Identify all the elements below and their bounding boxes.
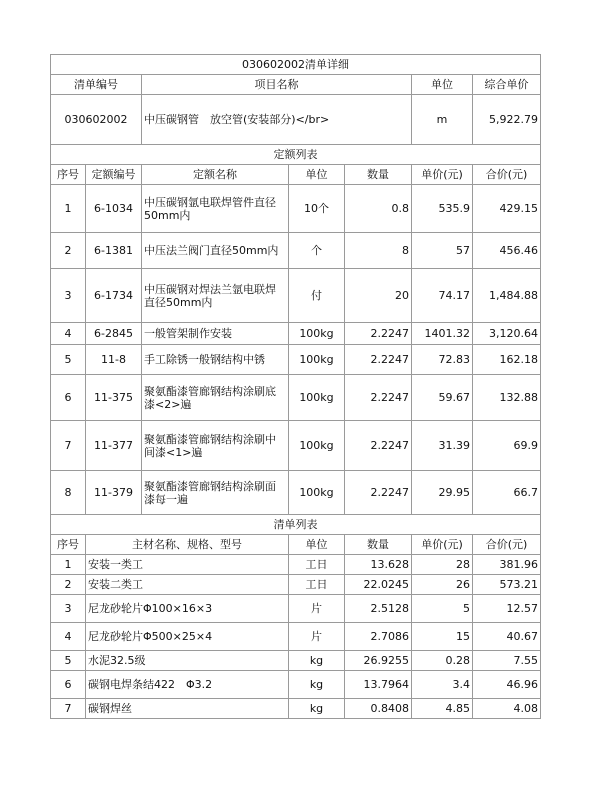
quota-qty: 2.2247 bbox=[345, 471, 412, 515]
table-row bbox=[51, 575, 541, 595]
table-row bbox=[51, 471, 541, 515]
material-unit: 工日 bbox=[289, 555, 345, 575]
material-total-header: 合价(元) bbox=[473, 535, 541, 555]
bill-price-header: 综合单价 bbox=[473, 75, 541, 95]
quota-name: 中压碳钢氩电联焊管件直径50mm内 bbox=[142, 185, 289, 233]
quota-seq: 3 bbox=[51, 269, 86, 323]
quota-price: 74.17 bbox=[412, 269, 473, 323]
quota-total: 1,484.88 bbox=[473, 269, 541, 323]
quota-name: 中压法兰阀门直径50mm内 bbox=[142, 233, 289, 269]
material-section-title: 清单列表 bbox=[51, 515, 541, 535]
bill-unit-header: 单位 bbox=[412, 75, 473, 95]
quota-unit: 10个 bbox=[289, 185, 345, 233]
table-row bbox=[51, 699, 541, 719]
material-price: 3.4 bbox=[412, 671, 473, 699]
quota-qty-header: 数量 bbox=[345, 165, 412, 185]
material-seq: 6 bbox=[51, 671, 86, 699]
material-price: 28 bbox=[412, 555, 473, 575]
quota-total: 162.18 bbox=[473, 345, 541, 375]
quota-code-header: 定额编号 bbox=[86, 165, 142, 185]
bill-price: 5,922.79 bbox=[473, 95, 541, 145]
quota-code: 6-2845 bbox=[86, 323, 142, 345]
table-row bbox=[51, 671, 541, 699]
quota-unit: 个 bbox=[289, 233, 345, 269]
quota-name: 聚氨酯漆管廊钢结构涂刷中间漆<1>遍 bbox=[142, 421, 289, 471]
quota-total: 69.9 bbox=[473, 421, 541, 471]
quota-qty: 20 bbox=[345, 269, 412, 323]
quota-price: 72.83 bbox=[412, 345, 473, 375]
material-unit: 片 bbox=[289, 595, 345, 623]
quota-name: 手工除锈一般钢结构中锈 bbox=[142, 345, 289, 375]
material-total: 12.57 bbox=[473, 595, 541, 623]
quota-qty: 2.2247 bbox=[345, 323, 412, 345]
material-price: 15 bbox=[412, 623, 473, 651]
quota-name: 聚氨酯漆管廊钢结构涂刷底漆<2>遍 bbox=[142, 375, 289, 421]
material-qty: 13.628 bbox=[345, 555, 412, 575]
quota-code: 6-1034 bbox=[86, 185, 142, 233]
material-qty: 2.7086 bbox=[345, 623, 412, 651]
quota-seq: 6 bbox=[51, 375, 86, 421]
quota-unit: 100kg bbox=[289, 375, 345, 421]
quota-unit: 100kg bbox=[289, 421, 345, 471]
bill-detail-table bbox=[50, 54, 541, 719]
material-name: 尼龙砂轮片Φ100×16×3 bbox=[86, 595, 289, 623]
quota-seq: 4 bbox=[51, 323, 86, 345]
material-qty: 0.8408 bbox=[345, 699, 412, 719]
quota-price: 1401.32 bbox=[412, 323, 473, 345]
material-name: 水泥32.5级 bbox=[86, 651, 289, 671]
quota-price: 535.9 bbox=[412, 185, 473, 233]
quota-code: 11-379 bbox=[86, 471, 142, 515]
material-unit: kg bbox=[289, 699, 345, 719]
quota-total: 132.88 bbox=[473, 375, 541, 421]
material-qty: 2.5128 bbox=[345, 595, 412, 623]
table-title: 030602002清单详细 bbox=[51, 55, 541, 75]
quota-qty: 8 bbox=[345, 233, 412, 269]
quota-section-row bbox=[51, 145, 541, 165]
material-seq: 4 bbox=[51, 623, 86, 651]
quota-total: 66.7 bbox=[473, 471, 541, 515]
bill-header-row bbox=[51, 75, 541, 95]
table-row bbox=[51, 269, 541, 323]
material-name: 安装二类工 bbox=[86, 575, 289, 595]
material-total: 46.96 bbox=[473, 671, 541, 699]
bill-code-header: 清单编号 bbox=[51, 75, 142, 95]
table-row bbox=[51, 623, 541, 651]
material-total: 573.21 bbox=[473, 575, 541, 595]
material-header-row bbox=[51, 535, 541, 555]
quota-code: 11-8 bbox=[86, 345, 142, 375]
material-seq: 7 bbox=[51, 699, 86, 719]
material-price: 26 bbox=[412, 575, 473, 595]
quota-qty: 2.2247 bbox=[345, 345, 412, 375]
quota-price: 59.67 bbox=[412, 375, 473, 421]
quota-total-header: 合价(元) bbox=[473, 165, 541, 185]
table-row bbox=[51, 421, 541, 471]
quota-unit: 100kg bbox=[289, 471, 345, 515]
quota-price-header: 单价(元) bbox=[412, 165, 473, 185]
quota-seq: 8 bbox=[51, 471, 86, 515]
material-total: 40.67 bbox=[473, 623, 541, 651]
quota-unit: 100kg bbox=[289, 345, 345, 375]
quota-qty: 2.2247 bbox=[345, 421, 412, 471]
material-unit: kg bbox=[289, 651, 345, 671]
table-row bbox=[51, 345, 541, 375]
quota-seq-header: 序号 bbox=[51, 165, 86, 185]
table-row bbox=[51, 233, 541, 269]
quota-qty: 2.2247 bbox=[345, 375, 412, 421]
quota-name: 聚氨酯漆管廊钢结构涂刷面漆每一遍 bbox=[142, 471, 289, 515]
table-row bbox=[51, 185, 541, 233]
material-price: 5 bbox=[412, 595, 473, 623]
material-seq: 1 bbox=[51, 555, 86, 575]
quota-name-header: 定额名称 bbox=[142, 165, 289, 185]
material-unit: 工日 bbox=[289, 575, 345, 595]
table-row bbox=[51, 651, 541, 671]
material-seq: 3 bbox=[51, 595, 86, 623]
bill-code: 030602002 bbox=[51, 95, 142, 145]
quota-header-row bbox=[51, 165, 541, 185]
quota-unit-header: 单位 bbox=[289, 165, 345, 185]
quota-unit: 付 bbox=[289, 269, 345, 323]
quota-price: 29.95 bbox=[412, 471, 473, 515]
material-total: 7.55 bbox=[473, 651, 541, 671]
material-qty: 22.0245 bbox=[345, 575, 412, 595]
quota-seq: 7 bbox=[51, 421, 86, 471]
quota-name: 中压碳钢对焊法兰氩电联焊直径50mm内 bbox=[142, 269, 289, 323]
material-unit: 片 bbox=[289, 623, 345, 651]
material-qty: 13.7964 bbox=[345, 671, 412, 699]
material-unit: kg bbox=[289, 671, 345, 699]
material-name: 碳钢焊丝 bbox=[86, 699, 289, 719]
quota-total: 3,120.64 bbox=[473, 323, 541, 345]
quota-qty: 0.8 bbox=[345, 185, 412, 233]
quota-price: 31.39 bbox=[412, 421, 473, 471]
material-price: 0.28 bbox=[412, 651, 473, 671]
material-qty: 26.9255 bbox=[345, 651, 412, 671]
quota-name: 一般管架制作安装 bbox=[142, 323, 289, 345]
bill-name-header: 项目名称 bbox=[142, 75, 412, 95]
material-name: 碳钢电焊条结422 Φ3.2 bbox=[86, 671, 289, 699]
table-row bbox=[51, 323, 541, 345]
bill-name: 中压碳钢管 放空管(安装部分)</br> bbox=[142, 95, 412, 145]
table-row bbox=[51, 595, 541, 623]
quota-unit: 100kg bbox=[289, 323, 345, 345]
quota-code: 6-1381 bbox=[86, 233, 142, 269]
material-name-header: 主材名称、规格、型号 bbox=[86, 535, 289, 555]
material-name: 尼龙砂轮片Φ500×25×4 bbox=[86, 623, 289, 651]
table-row bbox=[51, 375, 541, 421]
bill-row bbox=[51, 95, 541, 145]
quota-section-title: 定额列表 bbox=[51, 145, 541, 165]
quota-code: 6-1734 bbox=[86, 269, 142, 323]
quota-seq: 5 bbox=[51, 345, 86, 375]
quota-total: 456.46 bbox=[473, 233, 541, 269]
quota-seq: 2 bbox=[51, 233, 86, 269]
quota-price: 57 bbox=[412, 233, 473, 269]
material-section-row bbox=[51, 515, 541, 535]
material-seq-header: 序号 bbox=[51, 535, 86, 555]
quota-code: 11-375 bbox=[86, 375, 142, 421]
material-unit-header: 单位 bbox=[289, 535, 345, 555]
quota-code: 11-377 bbox=[86, 421, 142, 471]
material-qty-header: 数量 bbox=[345, 535, 412, 555]
quota-seq: 1 bbox=[51, 185, 86, 233]
quota-total: 429.15 bbox=[473, 185, 541, 233]
material-total: 4.08 bbox=[473, 699, 541, 719]
material-total: 381.96 bbox=[473, 555, 541, 575]
material-name: 安装一类工 bbox=[86, 555, 289, 575]
material-seq: 2 bbox=[51, 575, 86, 595]
material-seq: 5 bbox=[51, 651, 86, 671]
table-row bbox=[51, 555, 541, 575]
material-price-header: 单价(元) bbox=[412, 535, 473, 555]
bill-unit: m bbox=[412, 95, 473, 145]
table-title-row bbox=[51, 55, 541, 75]
material-price: 4.85 bbox=[412, 699, 473, 719]
